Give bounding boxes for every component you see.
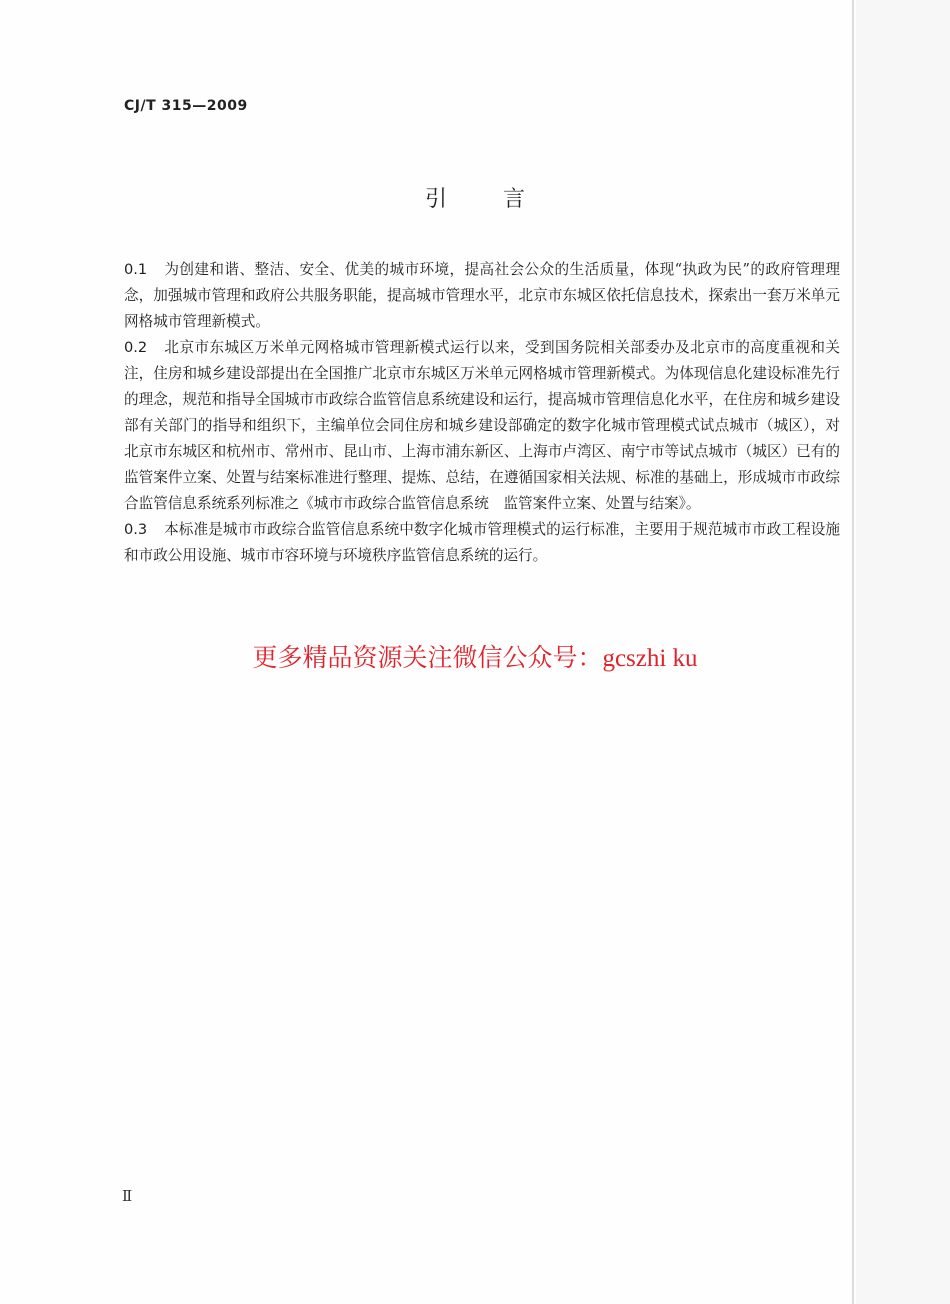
clause-0-3 [124,517,840,569]
page-number: Ⅱ [122,1189,133,1205]
clause-number: 0.1 [124,261,148,278]
clause-text: 北京市东城区万米单元网格城市管理新模式运行以来，受到国务院相关部委办及北京市的高度重视和关注，住房和城乡建设部提出在全国推广北京市东城区万米单元网格城市管理新模式。为体现信息化建设标准先行的理念，规范和指导全国城市市政综合监管信息系统建设和运行，提高城市管理信息化水平，在住房和城乡建设部有关部门的指导和组织下，主编单位会同住房和城乡建设部确定的数字化城市管理模式试点城市（城区），对北京市东城区和杭州市、常州市、昆山市、上海市浦东新区、上海市卢湾区、南宁市等试点城市（城区）已有的监管案件立案、处置与结案标准进行整理、提炼、总结，在遵循国家相关法规、标准的基础上，形成城市市政综合监管信息系统系列标准之《城市市政综合监管信息系统 监管案件立案、处置与结案》。 [124,339,840,512]
standard-code: CJ/T 315—2009 [124,98,248,114]
introduction-body [124,257,840,569]
clause-number: 0.2 [124,339,148,356]
watermark-text: 更多精品资源关注微信公众号：gcszhi ku [252,645,698,672]
clause-number: 0.3 [124,521,148,538]
clause-text: 为创建和谐、整洁、安全、优美的城市环境，提高社会公众的生活质量，体现“执政为民”的政府管理理念，加强城市管理和政府公共服务职能，提高城市管理水平，北京市东城区依托信息技术，探索出一套万米单元网格城市管理新模式。 [124,261,840,330]
clause-text: 本标准是城市市政综合监管信息系统中数字化城市管理模式的运行标准，主要用于规范城市市政工程设施和市政公用设施、城市市容环境与环境秩序监管信息系统的运行。 [124,521,840,564]
clause-0-1 [124,257,840,335]
clause-0-2 [124,335,840,517]
page-title: 引言 [424,187,581,212]
